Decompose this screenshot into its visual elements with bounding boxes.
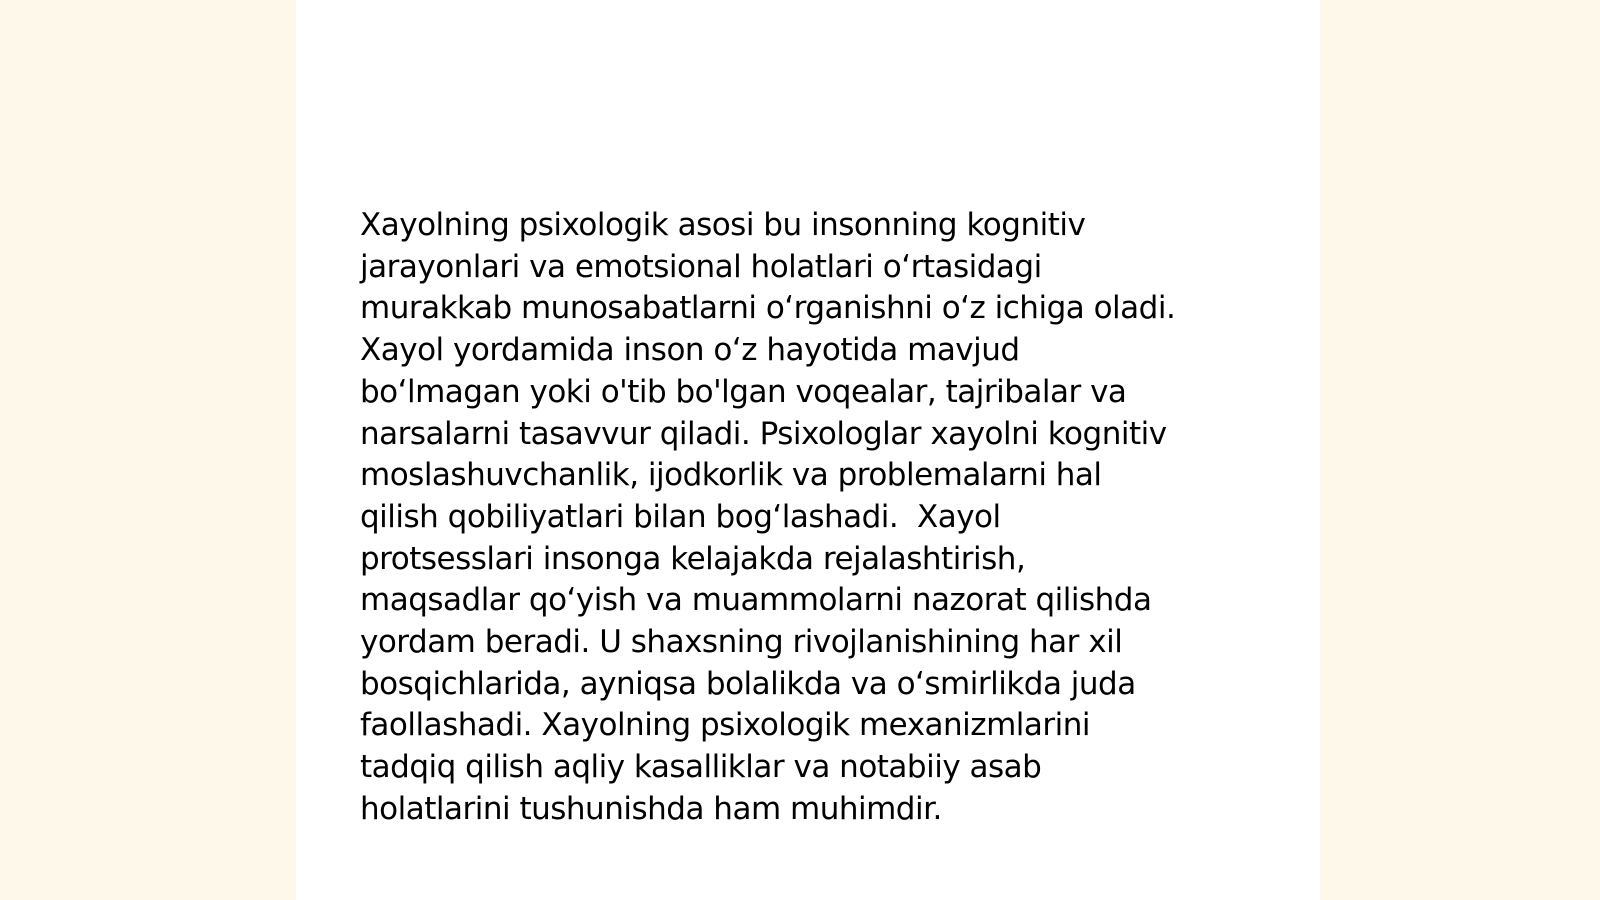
slide xyxy=(296,0,1320,900)
slide-body-text: Xayolning psixologik asosi bu insonning kognitiv jarayonlari va emotsional holatlari o‘rtasidagi murakkab munosabatlarni o‘rganishni o‘z ichiga oladi. Xayol yordamida inson o‘z hayotida mavjud bo‘lmagan yoki o'tib bo'lgan voqealar, tajribalar va narsalarni tasavvur qiladi. Psixologlar xayolni kognitiv moslashuvchanlik, ijodkorlik va problemalarni hal qilish qobiliyatlari bilan bog‘lashadi. Xayol protsesslari insonga kelajakda rejalashtirish, maqsadlar qo‘yish va muammolarni nazorat qilishda yordam beradi. U shaxsning rivojlanishining har xil bosqichlarida, ayniqsa bolalikda va o‘smirlikda juda faollashadi. Xayolning psixologik mexanizmlarini tadqiq qilish aqliy kasalliklar va notabiiy asab holatlarini tushunishda ham muhimdir. xyxy=(360,207,1176,827)
